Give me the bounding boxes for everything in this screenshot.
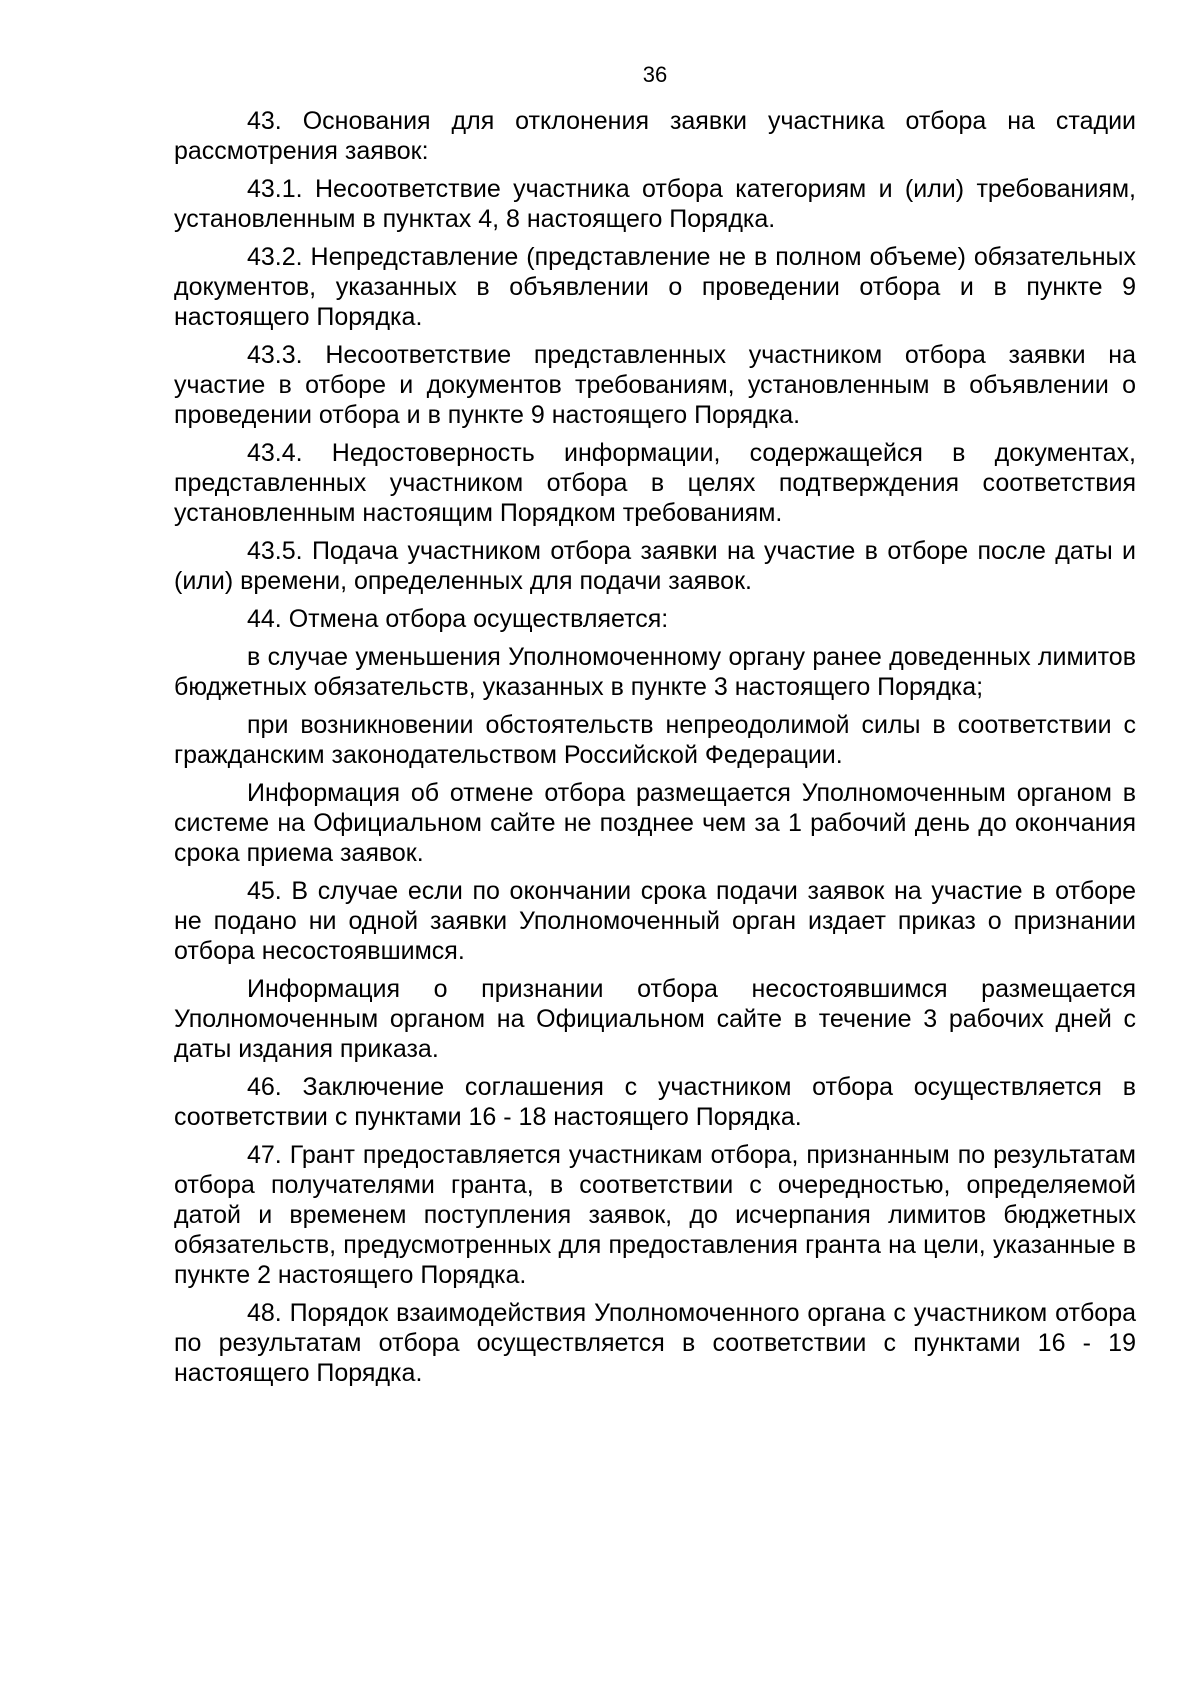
paragraph-47: 47. Грант предоставляется участникам отбора, признанным по результатам отбора получателями гранта, в соответствии с очередностью, определяемой датой и временем поступления заявок, до исчерпания лимитов бюджетных обязательств, предусмотренных для предоставления гранта на цели, указанные в пункте 2 настоящего Порядка. — [174, 1141, 1136, 1289]
paragraph-43-2: 43.2. Непредставление (представление не в полном объеме) обязательных документов, указанных в объявлении о проведении отбора и в пункте 9 настоящего Порядка. — [174, 243, 1136, 331]
paragraph-43-3: 43.3. Несоответствие представленных участником отбора заявки на участие в отборе и документов требованиям, установленным в объявлении о проведении отбора и в пункте 9 настоящего Порядка. — [174, 341, 1136, 429]
paragraph-43-4: 43.4. Недостоверность информации, содержащейся в документах, представленных участником отбора в целях подтверждения соответствия установленным настоящим Порядком требованиям. — [174, 439, 1136, 527]
paragraph-43-5: 43.5. Подача участником отбора заявки на участие в отборе после даты и (или) времени, определенных для подачи заявок. — [174, 537, 1136, 595]
paragraph-45: 45. В случае если по окончании срока подачи заявок на участие в отборе не подано ни одной заявки Уполномоченный орган издает приказ о признании отбора несостоявшимся. — [174, 877, 1136, 965]
paragraph-43-1: 43.1. Несоответствие участника отбора категориям и (или) требованиям, установленным в пунктах 4, 8 настоящего Порядка. — [174, 175, 1136, 233]
page-number: 36 — [642, 62, 668, 87]
paragraph-44: 44. Отмена отбора осуществляется: — [247, 605, 669, 633]
paragraph-43: 43. Основания для отклонения заявки участника отбора на стадии рассмотрения заявок: — [174, 107, 1136, 165]
paragraph-48: 48. Порядок взаимодействия Уполномоченного органа с участником отбора по результатам отбора осуществляется в соответствии с пунктами 16 - 19 настоящего Порядка. — [174, 1299, 1136, 1387]
paragraph-44-info: Информация об отмене отбора размещается Уполномоченным органом в системе на Официальном сайте не позднее чем за 1 рабочий день до окончания срока приема заявок. — [174, 779, 1136, 867]
paragraph-44-case-1: в случае уменьшения Уполномоченному органу ранее доведенных лимитов бюджетных обязательств, указанных в пункте 3 настоящего Порядка; — [174, 643, 1136, 701]
paragraph-46: 46. Заключение соглашения с участником отбора осуществляется в соответствии с пунктами 16 - 18 настоящего Порядка. — [174, 1073, 1136, 1131]
paragraph-45-info: Информация о признании отбора несостоявшимся размещается Уполномоченным органом на Официальном сайте в течение 3 рабочих дней с даты издания приказа. — [174, 975, 1136, 1063]
paragraph-44-case-2: при возникновении обстоятельств непреодолимой силы в соответствии с гражданским законодательством Российской Федерации. — [174, 711, 1136, 769]
